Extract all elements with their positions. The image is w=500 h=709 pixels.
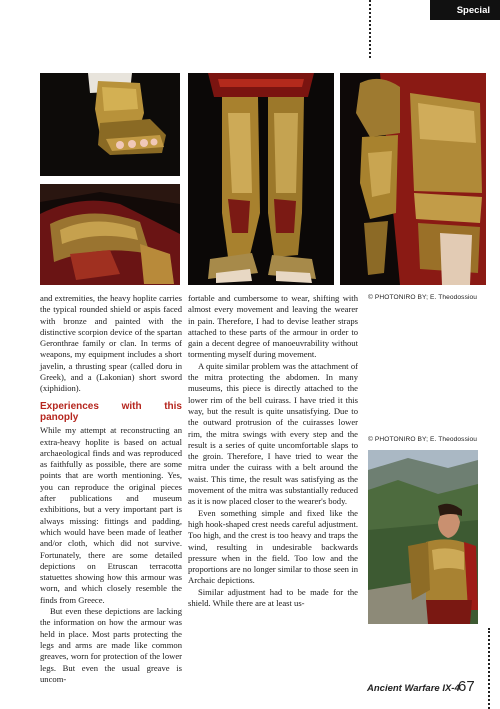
paragraph: and extremities, the heavy hoplite carries the typical rounded shield or aspis faced with bronze and painted with the distinctive scorpion device of the spartan Geronthrae family or clan. In terms of weapons, my equipment includes a short javelin, a thrusting spear (called doru in Greek), and a (Lakonian) short sword (xiphidion). [40,293,182,394]
paragraph: Similar adjustment had to be made for the shield. While there are at least us- [188,586,358,609]
bottom-dotted-rule [488,628,492,709]
paragraph: fortable and cumbersome to wear, shifting with almost every movement and leaving the wearer in pain. Therefore, I had to devise leather straps attached to these parts of the armour in order to gain a decent degree of manoeuvrability without tormenting myself during movement. [188,293,358,360]
photo-credit: © PHOTONIRO BY; E. Theodossiou [368,294,478,301]
photo-credit: © PHOTONIRO BY; E. Theodossiou [368,436,478,443]
top-dotted-rule [369,0,373,58]
photo-torso-armour [340,73,486,285]
paragraph: While my attempt at reconstructing an extra-heavy hoplite is based on actual archaeological finds and was reproduced as faithfully as possible, there are some points that are worth mentioning. Yes, you can reproduce the original pieces after publications and museum exhibitions, but a very important part is always missing: fittings and padding, which would have been made of leather and/or cloth, which did not survive. Fortunately, there are some detailed depictions on Etruscan terracotta statuettes showing how this armour was worn, and which closely resemble the finds from Greece. [40,425,182,605]
section-tab: Special [430,0,500,20]
magazine-title: Ancient Warfare IX-4 [367,683,460,694]
text-column-1 [40,293,182,685]
paragraph: But even these depictions are lacking the information on how the armour was held in place. Most parts protecting the legs and arms are made like common greaves, worn for protection of the lower legs. But even the usual greave is uncom- [40,606,182,684]
photo-foot-armour [40,73,180,176]
section-subheading: Experiences with this panoply [40,400,182,423]
photo-arm-armour [40,184,180,285]
photo-leg-greaves [188,73,334,285]
text-column-2 [188,293,358,609]
paragraph: Even something simple and fixed like the high hook-shaped crest needs careful adjustment. Too high, and the crest is too heavy and traps the wind, resulting in undesirable backwards pressure when in the field. Too low and the proportions are no longer similar to those seen in Archaic depictions. [188,507,358,586]
page-number: 67 [458,678,475,695]
photo-hoplite-portrait [368,450,478,624]
paragraph: A quite similar problem was the attachment of the mitra protecting the abdomen. In many museums, this piece is directly attached to the lower rim of the bell cuirass. I have tried it this way, but the result is quite unsatisfying. Due to the outward protrusion of the cuirasses lower rim, the mitra swings with every step and the result is a series of quite uncomfortable slaps to the groin. Therefore, I have tried to wear the mitra under the cuirass with a belt around the waist. This time, the result was satisfying as the movement of the mitra was substantially reduced as it is now placed closer to the wearer's body. [188,360,358,507]
